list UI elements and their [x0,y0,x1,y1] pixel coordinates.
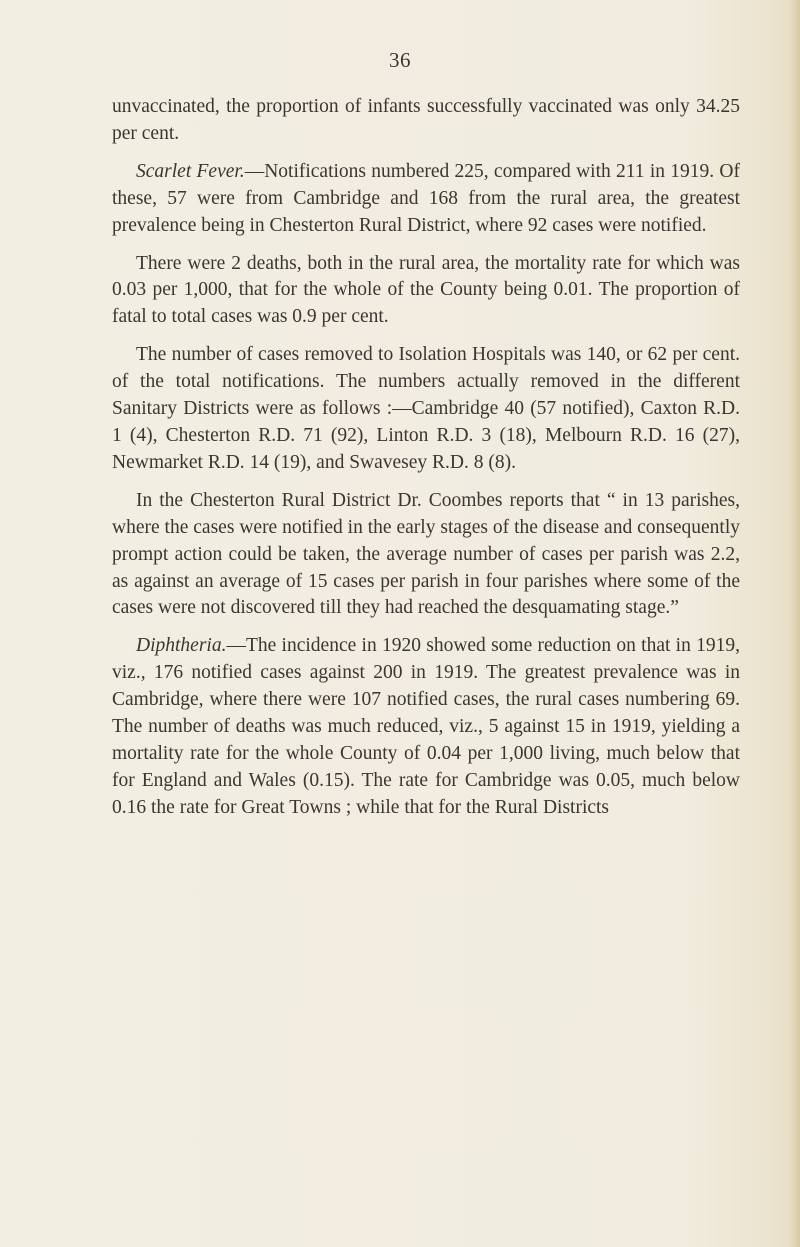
section-heading-diphtheria: Diphtheria. [136,635,227,657]
paragraph-scarlet-fever-deaths [112,251,740,332]
paragraph-scarlet-fever [112,159,740,240]
report-body [112,94,740,833]
page-edge-shadow [790,0,800,1247]
paragraph-text: —The incidence in 1920 showed some reduction on that in 1919, viz., 176 notified cases against 200 in 1919. The greatest prevalence was in Cambridge, where there were 107 notified cases, the rural cases numbering 69. The number of deaths was much reduced, viz., 5 against 15 in 1919, yielding a mortality rate for the whole County of 0.04 per 1,000 living, much below that for England and Wales (0.15). The rate for Cambridge was 0.05, much below 0.16 the rate for Great Towns ; while that for the Rural Districts [112,635,740,818]
paragraph-diphtheria [112,633,740,821]
paragraph-text: The number of cases removed to Isolation Hospitals was 140, or 62 per cent. of the total notifications. The numbers actually removed in the different Sanitary Districts were as follows :—Cambridge 40 (57 notified), Caxton R.D. 1 (4), Chesterton R.D. 71 (92), Linton R.D. 3 (18), Melbourn R.D. 16 (27), Newmarket R.D. 14 (19), and Swavesey R.D. 8 (8). [112,344,740,473]
paragraph-chesterton-report [112,488,740,623]
paragraph-isolation-hospitals [112,342,740,477]
paragraph-text: —Notifications numbered 225, compared with 211 in 1919. Of these, 57 were from Cambridge and 168 from the rural area, the greatest prevalence being in Chesterton Rural District, where 92 cases were notified. [112,160,740,236]
paragraph-text: unvaccinated, the proportion of infants successfully vaccinated was only 34.25 per cent. [112,96,740,144]
paragraph-vaccination-continued [112,94,740,148]
page-number: 36 [389,48,411,72]
paragraph-text: In the Chesterton Rural District Dr. Coombes reports that “ in 13 parishes, where the cases were notified in the early stages of the disease and consequently prompt action could be taken, the average number of cases per parish was 2.2, as against an average of 15 cases per parish in four parishes where some of the cases were not discovered till they had reached the desquamating stage.” [112,489,740,619]
section-heading-scarlet-fever: Scarlet Fever. [136,160,245,182]
paragraph-text: There were 2 deaths, both in the rural area, the mortality rate for which was 0.03 per 1,000, that for the whole of the County being 0.01. The proportion of fatal to total cases was 0.9 per cent. [112,252,740,328]
